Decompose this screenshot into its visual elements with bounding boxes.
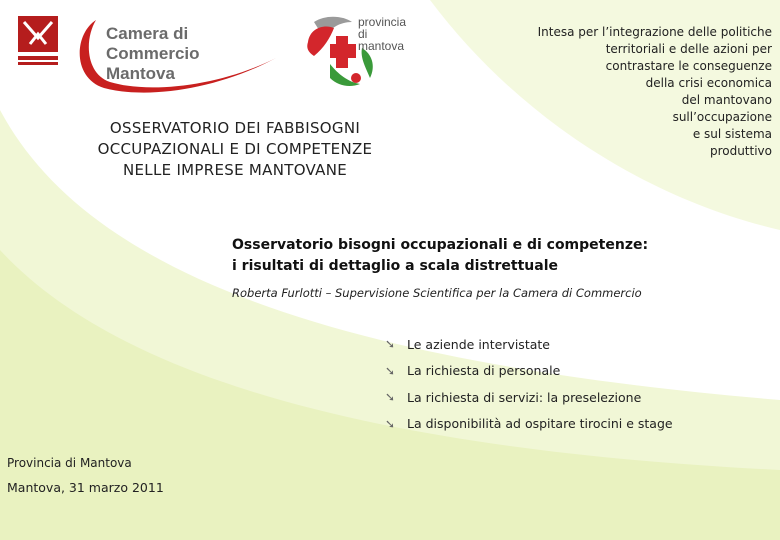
agenda-item-label: Le aziende intervistate: [407, 336, 550, 352]
intesa-line: territoriali e delle azioni per: [605, 42, 772, 56]
arrow-down-right-icon: ➘: [385, 390, 396, 405]
presentation-title-line2: i risultati di dettaglio a scala distrettuale: [232, 258, 558, 274]
agenda-item-label: La richiesta di servizi: la preselezione: [407, 389, 642, 405]
observatory-title-line: OCCUPAZIONALI E DI COMPETENZE: [97, 140, 373, 158]
cciaa-name-line2: Mantova: [106, 64, 175, 83]
provincia-line2: di mantova: [358, 27, 405, 53]
intesa-line: Intesa per l’integrazione delle politiche: [537, 25, 772, 39]
intesa-line: contrastare le conseguenze: [605, 59, 772, 73]
observatory-title: [40, 118, 430, 181]
cciaa-logo: [10, 10, 280, 95]
observatory-title-line: NELLE IMPRESE MANTOVANE: [122, 161, 348, 179]
author-line: Roberta Furlotti – Supervisione Scientifica per la Camera di Commercio: [232, 286, 642, 300]
observatory-title-line: OSSERVATORIO DEI FABBISOGNI: [109, 119, 361, 137]
agenda-item: [385, 411, 765, 438]
agenda-item: [385, 358, 765, 385]
presentation-title-line1: Osservatorio bisogni occupazionali e di competenze:: [232, 237, 649, 253]
intesa-line: e sul sistema: [692, 127, 772, 141]
crest-icon: [16, 14, 64, 70]
arrow-down-right-icon: ➘: [385, 416, 396, 431]
intesa-line: produttivo: [709, 144, 772, 158]
agenda-item: [385, 384, 765, 411]
intesa-line: del mantovano: [681, 93, 772, 107]
cciaa-name-line1: Camera di Commercio: [106, 24, 200, 63]
agenda-item-label: La richiesta di personale: [407, 363, 561, 379]
provincia-line1: provincia: [358, 15, 407, 29]
presentation-title: [232, 235, 752, 277]
provincia-logo: [300, 8, 415, 98]
intesa-line: della crisi economica: [645, 76, 772, 90]
arrow-down-right-icon: ➘: [385, 363, 396, 378]
footer-date: Mantova, 31 marzo 2011: [7, 480, 164, 495]
agenda-item-label: La disponibilità ad ospitare tirocini e stage: [407, 416, 673, 432]
intesa-line: sull’occupazione: [672, 110, 772, 124]
intesa-text: [492, 24, 772, 160]
arrow-down-right-icon: ➘: [385, 337, 396, 352]
agenda-item: [385, 331, 765, 358]
footer-organization: Provincia di Mantova: [7, 456, 132, 470]
agenda-list: [385, 331, 765, 437]
